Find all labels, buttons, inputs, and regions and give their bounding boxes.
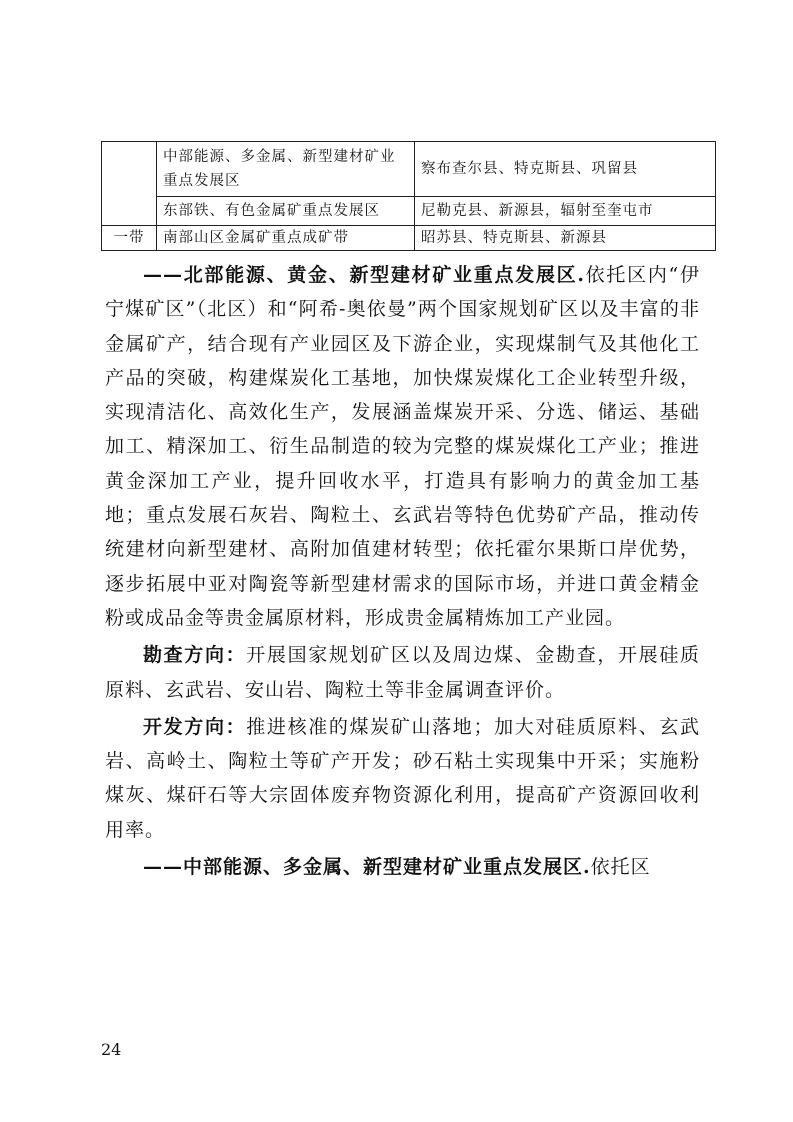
category-cell	[102, 142, 157, 226]
paragraph-text: 依托区	[590, 856, 651, 879]
category-cell: 一带	[102, 226, 157, 251]
zone-cell: 东部铁、有色金属矿重点发展区	[157, 197, 415, 226]
paragraph-text: 开展国家规划矿区以及周边煤、金勘查，开展硅质原料、玄武岩、安山岩、陶粒土等非金属调查评价。	[105, 644, 700, 701]
paragraph-heading: 勘查方向：	[143, 644, 247, 667]
page-number: 24	[101, 1040, 122, 1059]
table-row	[102, 142, 716, 197]
paragraph-text: 依托区内“伊宁煤矿区”（北区）和“阿希-奥依曼”两个国家规划矿区以及丰富的非金属矿产，结合现有产业园区及下游企业，实现煤制气及其他化工产品的突破，构建煤炭化工基地，加快煤炭煤化工企业转型升级，实现清洁化、高效化生产，发展涵盖煤炭开采、分选、储运、基础加工、精深加工、衍生品制造的较为完整的煤炭煤化工产业；推进黄金深加工产业，提升回收水平，打造具有影响力的黄金加工基地；重点发展石灰岩、陶粒土、玄武岩等特色优势矿产品，推动传统建材向新型建材、高附加值建材转型；依托霍尔果斯口岸优势，逐步拓展中亚对陶瓷等新型建材需求的国际市场，并进口黄金精金粉或成品金等贵金属原材料，形成贵金属精炼加工产业园。	[105, 264, 700, 629]
counties-cell: 昭苏县、特克斯县、新源县	[415, 226, 716, 251]
paragraph-central-zone	[105, 850, 700, 884]
table-row	[102, 197, 716, 226]
counties-cell: 察布查尔县、特克斯县、巩留县	[415, 142, 716, 197]
zone-table	[101, 141, 716, 251]
zone-cell: 中部能源、多金属、新型建材矿业重点发展区	[157, 142, 415, 197]
paragraph-north-zone	[105, 258, 700, 635]
body-text	[105, 258, 700, 884]
counties-cell: 尼勒克县、新源县，辐射至奎屯市	[415, 197, 716, 226]
zone-cell: 南部山区金属矿重点成矿带	[157, 226, 415, 251]
paragraph-exploration	[105, 638, 700, 707]
paragraph-text: 推进核准的煤炭矿山落地；加大对硅质原料、玄武岩、高岭土、陶粒土等矿产开发；砂石粘土实现集中开采；实施粉煤灰、煤矸石等大宗固体废弃物资源化利用，提高矿产资源回收利用率。	[105, 715, 700, 841]
paragraph-development	[105, 710, 700, 847]
paragraph-heading: ——中部能源、多金属、新型建材矿业重点发展区.	[143, 856, 591, 879]
paragraph-heading: 开发方向：	[143, 715, 247, 738]
paragraph-heading: ——北部能源、黄金、新型建材矿业重点发展区.	[143, 264, 585, 286]
table-row	[102, 226, 716, 251]
